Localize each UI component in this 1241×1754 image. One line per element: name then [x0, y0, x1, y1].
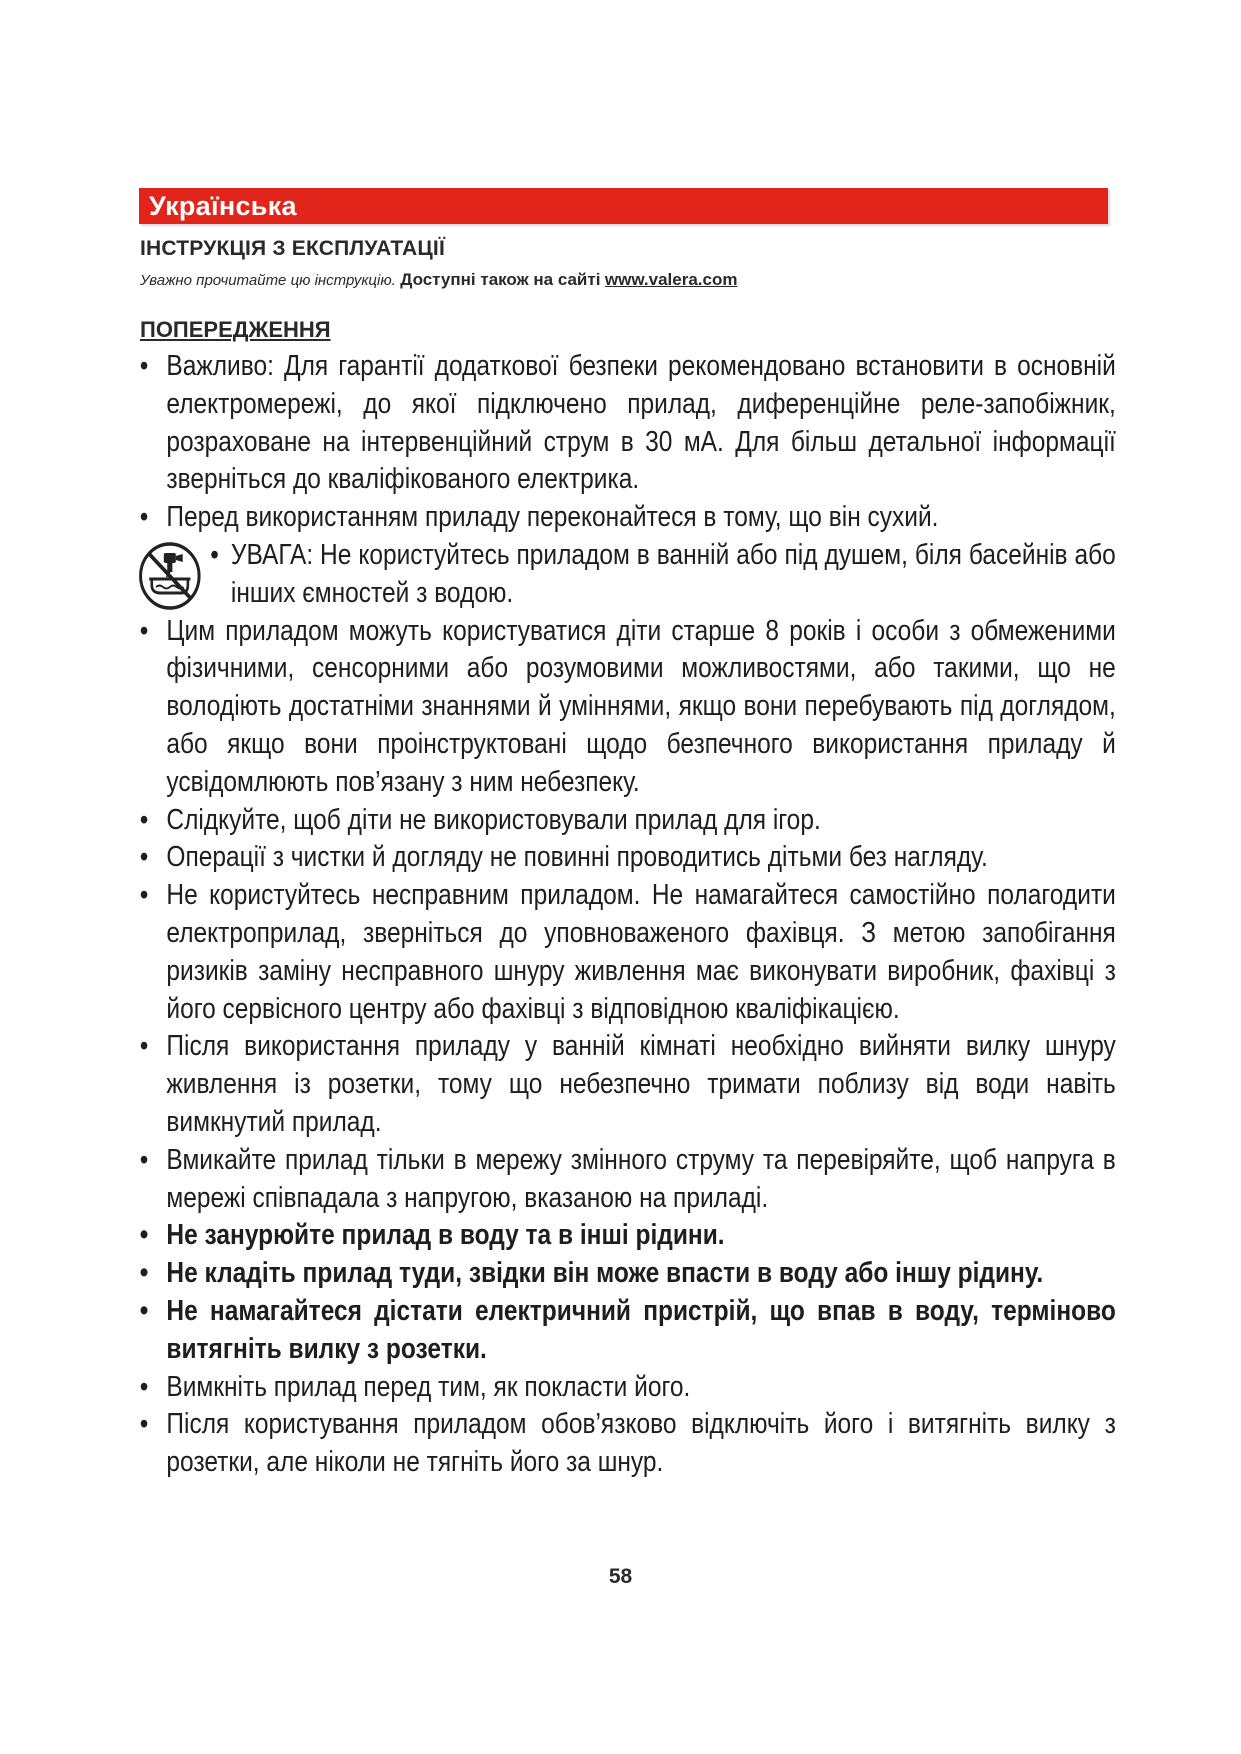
read-instructions-line	[140, 270, 738, 290]
section-title: ПОПЕРЕДЖЕННЯ	[140, 317, 331, 342]
page-number: 58	[608, 1565, 633, 1588]
bullet: •	[139, 803, 149, 836]
bullet: •	[139, 501, 149, 534]
warning-item	[138, 1028, 1116, 1141]
bullet: •	[139, 1143, 149, 1176]
warning-text: Не користуйтесь несправним приладом. Не намагайтеся самостійно полагодити електроприлад, зверніться до уповноваженого фахівця. З метою запобігання ризиків заміну несправного шнуру живлення має виконувати виробник, фахівці з його сервісного центру або фахівці з відповідною кваліфікацією.	[166, 879, 1116, 1025]
warning-text: Перед використанням приладу переконайтеся в тому, що він сухий.	[166, 501, 939, 534]
warning-item	[138, 1142, 1116, 1218]
warnings-list	[138, 348, 1116, 1482]
bullet: •	[139, 350, 149, 382]
warning-text: Вимкніть прилад перед тим, як покласти його.	[166, 1370, 691, 1403]
warning-text: Не занурюйте прилад в воду та в інші рідини.	[166, 1219, 725, 1252]
bullet: •	[210, 538, 219, 571]
bullet: •	[139, 879, 149, 912]
manual-title: ІНСТРУКЦІЯ З ЕКСПЛУАТАЦІЇ	[140, 237, 445, 260]
warning-item	[138, 802, 1116, 840]
bullet: •	[139, 1294, 149, 1327]
warning-item	[138, 1406, 1116, 1482]
warning-text: Цим приладом можуть користуватися діти старше 8 років і особи з обмеженими фізичними, сенсорними або розумовими можливостями, або такими, що не володіють достатніми знаннями й уміннями, якщо вони перебувають під доглядом, або якщо вони проінструктовані щодо безпечного використання приладу й усвідомлюють пов’язану з ним небезпеку.	[166, 614, 1116, 798]
warning-item-bold	[138, 1293, 1116, 1369]
warning-text: УВАГА: Не користуйтесь приладом в ванній або під душем, біля басейнів або інших ємностей з водою.	[230, 538, 1116, 609]
warning-item	[138, 499, 1116, 537]
warning-item	[138, 348, 1116, 499]
bullet: •	[139, 1408, 149, 1441]
warning-text: Після користування приладом обов’язково відключіть його і витягніть вилку з розетки, але ніколи не тягніть його за шнур.	[166, 1408, 1116, 1479]
warning-text: Не кладіть прилад туди, звідки він може впасти в воду або іншу рідину.	[166, 1257, 1044, 1290]
bullet: •	[139, 1257, 149, 1290]
warning-text: Важливо: Для гарантії додаткової безпеки рекомендовано встановити в основній електромережі, до якої підключено прилад, диференційне реле-запобіжник, розраховане на інтервенційний струм в 30 мА. Для більш детальної інформації зверніться до кваліфікованого електрика.	[166, 350, 1116, 496]
warning-item	[138, 1369, 1116, 1407]
warning-text: Операції з чистки й догляду не повинні проводитись дітьми без нагляду.	[166, 841, 988, 874]
read-note: Уважно прочитайте цю інструкцію.	[140, 272, 396, 289]
no-hairdryer-near-bathtub-icon	[138, 541, 202, 611]
warning-text: Після використання приладу у ванній кімнаті необхідно вийняти вилку шнуру живлення із розетки, тому що небезпечно тримати поблизу від води навіть вимкнутий прилад.	[166, 1030, 1116, 1138]
bullet: •	[139, 841, 149, 874]
warning-text: Вмикайте прилад тільки в мережу змінного струму та перевіряйте, щоб напруга в мережі співпадала з напругою, вказаною на приладі.	[166, 1143, 1116, 1214]
warning-item-bath	[138, 537, 1116, 613]
bullet: •	[139, 1030, 149, 1063]
bullet: •	[139, 614, 149, 647]
warning-item	[138, 839, 1116, 877]
warning-text: Слідкуйте, щоб діти не використовували прилад для ігор.	[166, 803, 821, 836]
bullet: •	[139, 1370, 149, 1403]
warning-item-bold	[138, 1217, 1116, 1255]
language-label: Українська	[149, 191, 297, 221]
warning-item	[138, 877, 1116, 1028]
warning-text: Не намагайтеся дістати електричний пристрій, що впав в воду, терміново витягніть вилку з розетки.	[166, 1294, 1116, 1365]
available-note: Доступні також на сайті	[400, 270, 601, 289]
bullet: •	[139, 1219, 149, 1252]
warning-item-bold	[138, 1255, 1116, 1293]
warning-item	[138, 613, 1116, 802]
website-link[interactable]: www.valera.com	[604, 270, 738, 289]
language-banner	[139, 188, 1108, 224]
